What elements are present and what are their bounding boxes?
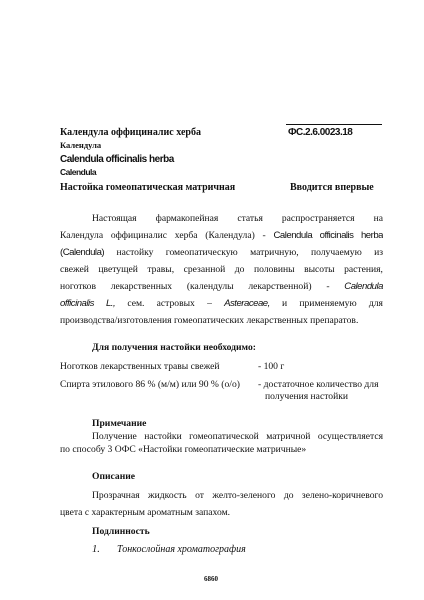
monograph-subtitle-ru: Календула bbox=[60, 140, 102, 150]
ingredient-1-amount: - 100 г bbox=[258, 361, 285, 372]
page-number: 6860 bbox=[204, 575, 218, 583]
ingredient-2-name: Спирта этилового 86 % (м/м) или 90 % (о/о) bbox=[60, 379, 240, 390]
ingredient-2-amount-cont: получения настойки bbox=[265, 391, 348, 402]
intro-line: (Calendula) настойку гомеопатическую матричную, получаемую из bbox=[60, 247, 383, 258]
monograph-subtitle-latin: Calendula bbox=[60, 167, 97, 177]
authenticity-heading: Подлинность bbox=[92, 526, 150, 537]
monograph-code: ФС.2.6.0023.18 bbox=[288, 127, 353, 138]
note-heading: Примечание bbox=[92, 418, 147, 429]
description-heading: Описание bbox=[92, 471, 136, 482]
intro-line: Настоящая фармакопейная статья распространяется на bbox=[92, 213, 383, 224]
monograph-title-latin: Calendula officinalis herba bbox=[60, 154, 174, 165]
monograph-title-ru: Календула оффициналис херба bbox=[60, 127, 201, 138]
code-top-rule bbox=[286, 124, 382, 125]
description-line: Прозрачная жидкость от желто-зеленого до зелено-коричневого bbox=[92, 490, 383, 501]
ingredient-1-name: Ноготков лекарственных травы свежей bbox=[60, 361, 220, 372]
monograph-status: Вводится впервые bbox=[290, 182, 374, 193]
authenticity-item-number: 1. bbox=[92, 544, 100, 555]
description-line: цвета с характерным ароматным запахом. bbox=[60, 507, 231, 518]
section-name: Настойка гомеопатическая матричная bbox=[60, 182, 236, 193]
preparation-heading: Для получения настойки необходимо: bbox=[92, 342, 256, 353]
ingredient-2-amount: - достаточное количество для bbox=[258, 379, 379, 390]
intro-line: officinalis L., сем. астровых – Asteraceae, и применяемую для bbox=[60, 298, 383, 309]
intro-line: свежей цветущей травы, срезанной до половины высоты растения, bbox=[60, 264, 383, 275]
intro-line: производства/изготовления гомеопатических лекарственных препаратов. bbox=[60, 315, 359, 326]
note-line: Получение настойки гомеопатической матричной осуществляется bbox=[92, 431, 383, 442]
authenticity-item-label: Тонкослойная хроматография bbox=[117, 544, 246, 555]
note-line: по способу 3 ОФС «Настойки гомеопатические матричные» bbox=[60, 444, 307, 455]
intro-line: Календула оффициналис херба (Календула) - Calendula officinalis herba bbox=[60, 230, 383, 241]
intro-line: ноготков лекарственных (календулы лекарственной) - Calendula bbox=[60, 281, 383, 292]
